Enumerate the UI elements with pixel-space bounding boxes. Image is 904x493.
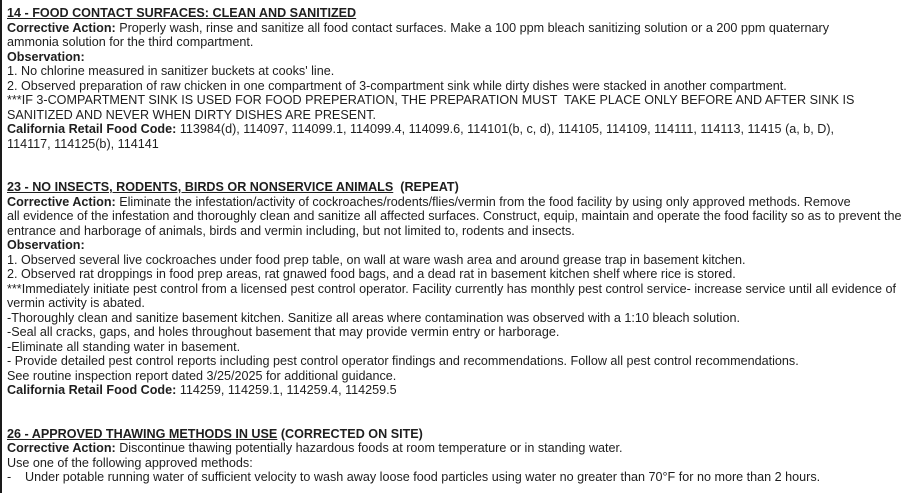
- observation-line: See routine inspection report dated 3/25/2025 for additional guidance.: [7, 368, 397, 383]
- bullet-dash: -: [7, 470, 12, 484]
- corrective-action-text: all evidence of the infestation and thoroughly clean and sanitize all affected surfaces. Construct, equip, maintain and operate the food facility so as to prevent the: [7, 209, 902, 223]
- violation-section-26: [7, 427, 904, 485]
- observation-line: -Eliminate all standing water in basement.: [7, 339, 241, 354]
- violation-title: 26 - APPROVED THAWING METHODS IN USE: [7, 426, 278, 441]
- food-code-label: California Retail Food Code:: [7, 383, 177, 397]
- observation-line: -Seal all cracks, gaps, and holes throughout basement that may provide vermin entry or harborage.: [7, 325, 560, 339]
- corrective-action-label: Corrective Action:: [7, 441, 116, 455]
- corrective-action-text: Discontinue thawing potentially hazardous foods at room temperature or in standing water.: [115, 441, 623, 455]
- corrective-action: [7, 195, 904, 210]
- approved-method-item: [7, 470, 904, 485]
- corrective-action: [7, 21, 904, 36]
- observation-line: 1. Observed several live cockroaches under food prep table, on wall at ware wash area and around grease trap in basement kitchen.: [7, 252, 746, 267]
- food-code: [7, 122, 904, 137]
- violation-status: (CORRECTED ON SITE): [277, 426, 423, 441]
- observation-line: ***Immediately initiate pest control from a licensed pest control operator. Facility currently has monthly pest control service- increase service until all evidence of: [7, 281, 896, 296]
- violation-heading: [7, 180, 904, 195]
- observation-line: SANITIZED AND NEVER WHEN DIRTY DISHES ARE PRESENT.: [7, 107, 377, 122]
- observation-label: Observation:: [7, 49, 85, 64]
- violation-title: 23 - NO INSECTS, RODENTS, BIRDS OR NONSERVICE ANIMALS: [7, 180, 394, 194]
- food-code-label: California Retail Food Code:: [7, 122, 177, 136]
- violation-status: (REPEAT): [393, 180, 459, 194]
- violation-heading: [7, 6, 904, 21]
- corrective-action-text: Eliminate the infestation/activity of cockroaches/rodents/flies/vermin from the food facility by using only approved methods. Remove: [115, 194, 851, 209]
- observation-line: - Provide detailed pest control reports including pest control operator findings and recommendations. Follow all pest control recommendations.: [7, 354, 799, 368]
- violation-section-23: [7, 180, 904, 398]
- observation-label: Observation:: [7, 238, 85, 252]
- food-code-text: 114117, 114125(b), 114141: [7, 136, 159, 151]
- food-code-text: 113984(d), 114097, 114099.1, 114099.4, 114099.6, 114101(b, c, d), 114105, 114109, 114111, 114113, 11415 (a, b, D),: [176, 122, 835, 136]
- corrective-action-label: Corrective Action:: [7, 194, 116, 209]
- corrective-action-text: entrance and harborage of animals, birds and vermin including, but not limited to, rodents and insects.: [7, 223, 575, 238]
- observation-line: vermin activity is abated.: [7, 296, 145, 310]
- food-code: [7, 383, 904, 398]
- observation-line: 2. Observed preparation of raw chicken in one compartment of 3-compartment sink while dirty dishes were stacked in another compartment.: [7, 78, 787, 93]
- violation-heading: [7, 427, 904, 442]
- observation-line: -Thoroughly clean and sanitize basement kitchen. Sanitize all areas where contamination was observed with a 1:10 bleach solution.: [7, 310, 740, 325]
- observation-line: 2. Observed rat droppings in food prep areas, rat gnawed food bags, and a dead rat in basement kitchen shelf where rice is stored.: [7, 267, 736, 281]
- observation-line: 1. No chlorine measured in sanitizer buckets at cooks' line.: [7, 64, 335, 78]
- food-code-text: 114259, 114259.1, 114259.4, 114259.5: [176, 383, 397, 397]
- approved-method-text: Under potable running water of sufficient velocity to wash away loose food particles using water no greater than 70°F for no more than 2 hours.: [25, 470, 821, 484]
- corrective-action-text: Use one of the following approved methods:: [7, 455, 253, 470]
- corrective-action: [7, 441, 904, 456]
- violation-title: 14 - FOOD CONTACT SURFACES: CLEAN AND SANITIZED: [7, 6, 357, 20]
- observation-line: ***IF 3-COMPARTMENT SINK IS USED FOR FOOD PREPERATION, THE PREPARATION MUST TAKE PLACE ONLY BEFORE AND AFTER SINK IS: [7, 93, 855, 107]
- violation-section-14: [7, 6, 904, 151]
- corrective-action-text: Properly wash, rinse and sanitize all food contact surfaces. Make a 100 ppm bleach sanitizing solution or a 200 ppm quaternary: [115, 20, 830, 35]
- corrective-action-label: Corrective Action:: [7, 20, 116, 35]
- corrective-action-text: ammonia solution for the third compartment.: [7, 35, 254, 49]
